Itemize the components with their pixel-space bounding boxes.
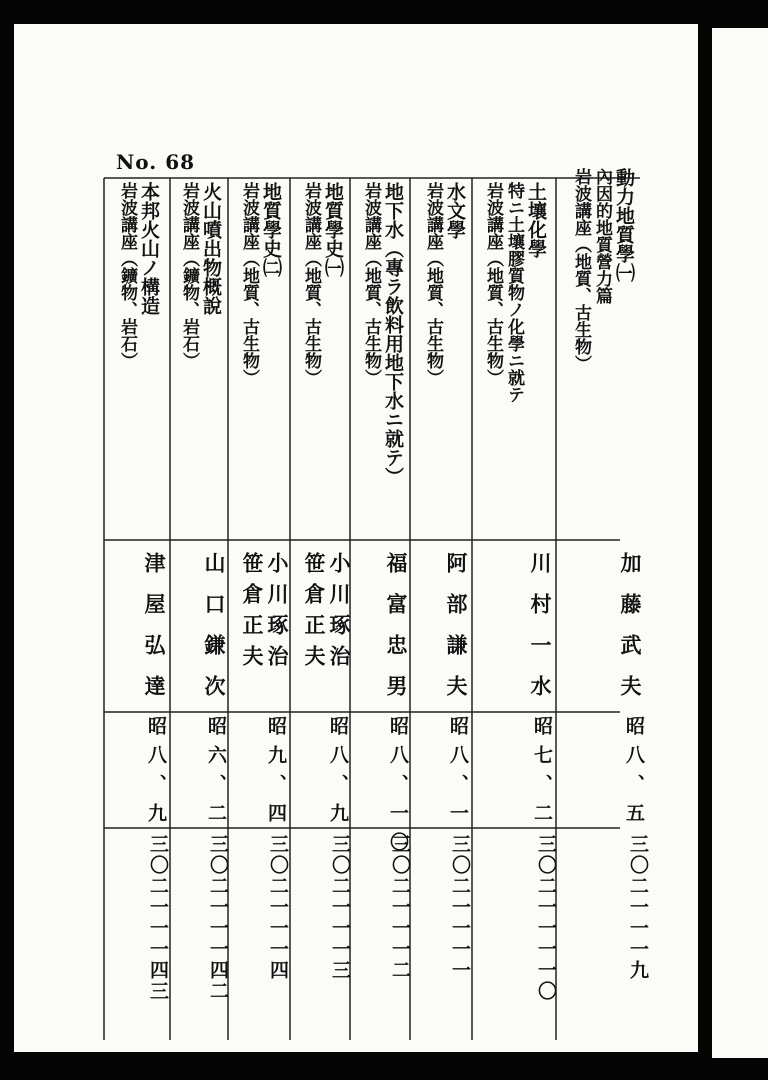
author: 山口鎌次	[202, 552, 227, 716]
author	[238, 552, 288, 676]
table-row	[176, 182, 220, 369]
author-name-1: 小川琢治	[265, 552, 290, 676]
table-row	[420, 182, 464, 386]
book-title: 水文學	[444, 182, 466, 239]
table-row	[298, 182, 342, 386]
author-name-1: 小川琢治	[327, 552, 352, 676]
author: 川村一水	[528, 552, 553, 716]
author: 阿部謙夫	[444, 552, 469, 716]
call-number: 三〇二一一一四二	[207, 834, 229, 1002]
publish-date: 昭八、五	[623, 716, 645, 832]
publish-date: 昭八、九	[145, 716, 167, 832]
publish-date: 昭九、四	[265, 716, 287, 832]
author: 津屋弘達	[142, 552, 167, 716]
book-title: 火山噴出物概說	[200, 182, 222, 315]
book-title: 地下水（專ラ飲料用地下水ニ就テ）	[382, 182, 404, 486]
call-number: 三〇二一一一一	[449, 834, 471, 981]
table-row	[236, 182, 280, 386]
call-number: 三〇二一一一三	[329, 834, 351, 981]
book-series: 岩波講座（地質、古生物）	[571, 168, 591, 372]
book-title: 本邦火山ノ構造	[138, 182, 160, 315]
table-row	[358, 182, 402, 486]
call-number: 三〇二一一一四	[267, 834, 289, 981]
page-number: No. 68	[116, 150, 196, 174]
book-series: 岩波講座（地質、古生物）	[483, 182, 503, 386]
call-number: 三〇二一一一一〇	[535, 834, 557, 1002]
author: 加藤武夫	[618, 552, 643, 716]
publish-date: 昭八、一〇	[387, 716, 409, 861]
table-row	[480, 182, 545, 403]
book-title: 地質學史㈠	[322, 182, 344, 277]
book-subtitle: 特ニ土壤膠質物ノ化學ニ就テ	[504, 182, 524, 403]
book-title: 地質學史㈡	[260, 182, 282, 277]
table-row	[114, 182, 158, 369]
book-series: 岩波講座（地質、古生物）	[423, 182, 443, 386]
author-name-2: 笹倉正夫	[302, 552, 327, 676]
book-title: 土壤化學	[525, 182, 547, 258]
author-name-2: 笹倉正夫	[240, 552, 265, 676]
author	[300, 552, 350, 676]
author: 福富忠男	[384, 552, 409, 716]
book-series: 岩波講座（地質、古生物）	[301, 182, 321, 386]
publish-date: 昭七、二	[531, 716, 553, 832]
call-number: 三〇二一一一四三	[147, 834, 169, 1002]
book-series: 岩波講座（地質、古生物）	[361, 182, 381, 386]
book-title: 動力地質學㈠	[613, 168, 635, 282]
publish-date: 昭八、九	[327, 716, 349, 832]
publish-date: 昭八、一	[447, 716, 469, 832]
book-series: 岩波講座（鑛物、岩石）	[117, 182, 137, 369]
publish-date: 昭六、二	[205, 716, 227, 832]
book-series: 岩波講座（鑛物、岩石）	[179, 182, 199, 369]
call-number: 三〇二一一一二	[389, 834, 411, 981]
book-series: 岩波講座（地質、古生物）	[239, 182, 259, 386]
table-row	[568, 168, 633, 372]
book-subtitle: 內因的地質營力篇	[592, 168, 612, 304]
call-number: 三〇二一一一九	[627, 834, 649, 981]
